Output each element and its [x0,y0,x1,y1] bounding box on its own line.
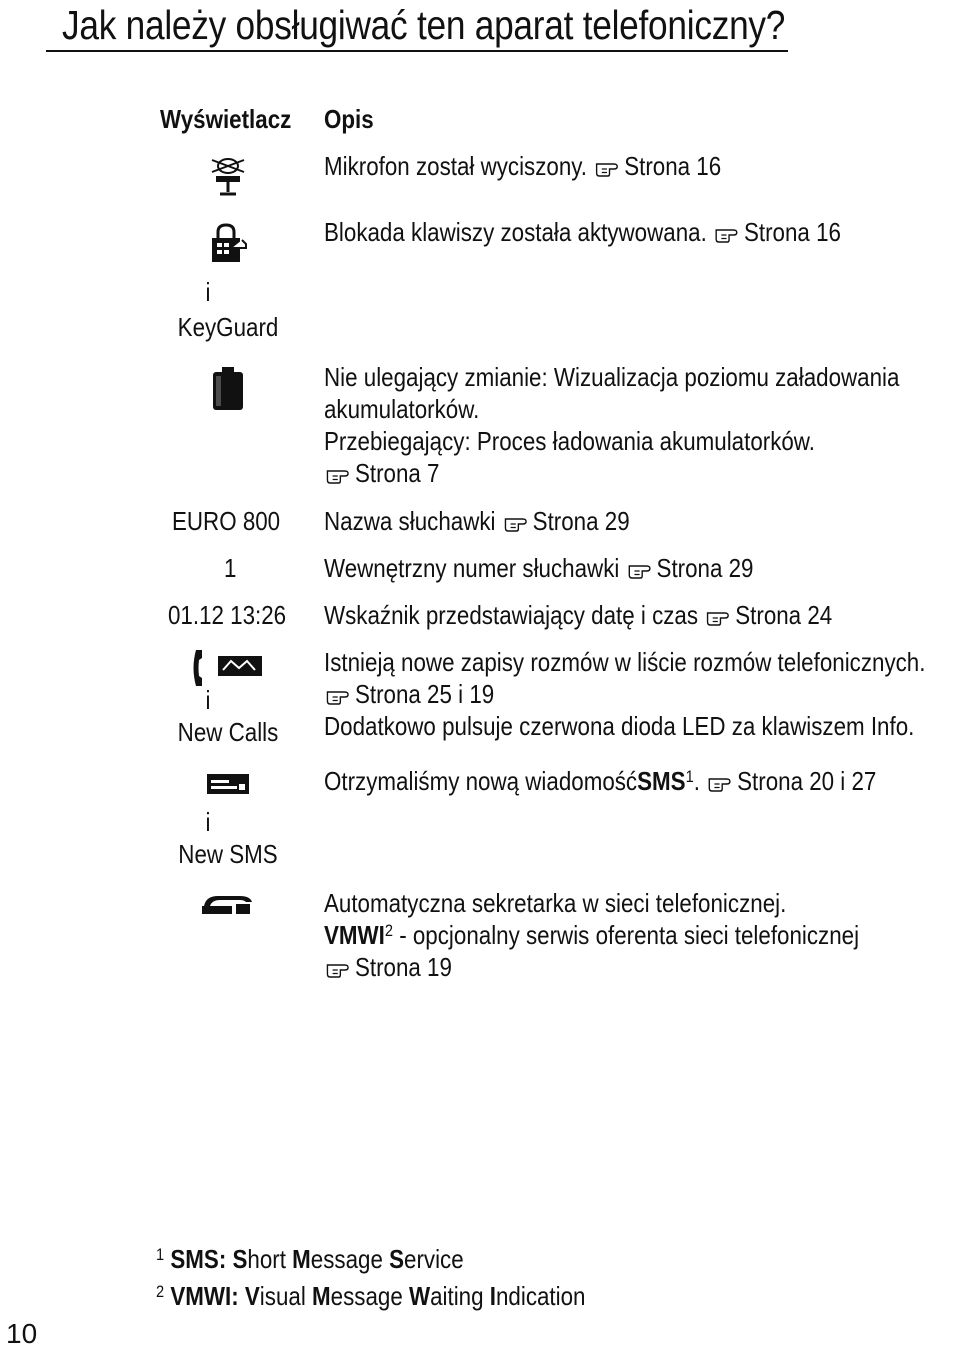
pointing-hand-icon [715,222,741,244]
internal-number-display: 1 [224,553,237,583]
description-text: Otrzymaliśmy nową wiadomość [324,766,638,796]
description-line [324,951,859,983]
description-line [324,599,832,631]
description-text: akumulatorków. [324,394,480,424]
pointing-hand-icon [326,957,352,979]
page-reference-link: Strona 24 [735,600,833,630]
new-sms-connector: i [205,807,211,837]
footnote-bold-text: M [292,1244,311,1274]
pointing-hand-icon [503,511,529,533]
footnote-bold-text: S [389,1244,405,1274]
footnote-2 [156,1280,585,1312]
muted-microphone-icon [208,156,248,200]
footnote-text: isual [259,1281,313,1311]
pointing-hand-icon [708,771,734,793]
row-internal-number-text [324,552,753,584]
description-line [324,457,899,489]
row-voicemail-text [324,887,859,983]
footnote-text: essage [330,1281,409,1311]
description-line [324,393,899,425]
description-bold-text: SMS [637,766,686,796]
description-text: . [693,766,700,796]
description-text: Automatyczna sekretarka w sieci telefonicznej. [324,888,787,918]
footnote-text: ervice [404,1244,464,1274]
page-number: 10 [6,1318,38,1349]
new-calls-connector: i [205,685,211,715]
description-text: Wskaźnik przedstawiający datę i czas [324,600,699,630]
keyguard-connector: i [205,277,211,307]
footnote-marker: 1 [685,767,694,786]
description-text: Blokada klawiszy została aktywowana. [324,217,707,247]
missed-calls-icon [190,648,264,688]
row-handset-name-text [324,505,630,537]
page-reference-link: Strona 29 [532,506,630,536]
footnote-bold-text: M [312,1281,331,1311]
description-line [324,710,925,742]
description-text: Istnieją nowe zapisy rozmów w liście rozmów telefonicznych. [324,647,926,677]
pointing-hand-icon [326,463,352,485]
description-text: Wewnętrzny numer słuchawki [324,553,620,583]
page-title: Jak należy obsługiwać ten aparat telefoniczny? [62,2,786,48]
description-text: Nie ulegający zmianie: Wizualizacja poziomu załadowania [324,362,900,392]
description-line [324,646,925,678]
description-text: Mikrofon został wyciszony. [324,151,588,181]
description-line [324,765,876,797]
footnote-bold-text: SMS: S [170,1244,248,1274]
row-mute-text [324,150,721,182]
description-line [324,216,841,248]
footnote-bold-text: I [489,1281,496,1311]
voicemail-icon [200,892,256,916]
keyguard-label: KeyGuard [177,312,279,342]
description-line [324,678,925,710]
description-text: Dodatkowo pulsuje czerwona dioda LED za klawiszem Info. [324,711,915,741]
row-battery-text [324,361,899,489]
title-underline [46,50,788,52]
description-text: Przebiegający: Proces ładowania akumulatorków. [324,426,815,456]
footnote-text: aiting [430,1281,490,1311]
pointing-hand-icon [595,156,621,178]
pointing-hand-icon [627,558,653,580]
footnote-bold-text: VMWI: V [170,1281,260,1311]
description-line [324,887,859,919]
description-line [324,505,630,537]
page-reference-link: Strona 7 [354,458,440,488]
description-text: - opcjonalny serwis oferenta sieci telefonicznej [393,920,860,950]
sms-envelope-icon [205,772,251,796]
new-calls-label: New Calls [177,717,279,747]
footnote-text: hort [247,1244,293,1274]
row-datetime-text [324,599,832,631]
page-reference-link: Strona 20 i 27 [737,766,877,796]
description-text: Nazwa słuchawki [324,506,496,536]
battery-icon [211,366,245,412]
row-new-sms-text [324,765,876,797]
footnote-1 [156,1243,464,1275]
column-header-display: Wyświetlacz [160,104,292,134]
footnote-bold-text: W [408,1281,431,1311]
datetime-display: 01.12 13:26 [168,600,287,630]
page-reference-link: Strona 16 [624,151,722,181]
footnote-number: 2 [156,1282,165,1301]
footnote-marker: 2 [384,921,394,940]
new-sms-label: New SMS [178,839,278,869]
page-reference-link: Strona 16 [743,217,841,247]
page-reference-link: Strona 29 [656,553,754,583]
handset-name-display: EURO 800 [172,506,281,536]
pointing-hand-icon [326,684,352,706]
description-line [324,919,859,951]
description-line [324,150,721,182]
description-line [324,425,899,457]
keypad-lock-icon [208,222,248,264]
footnote-text: essage [310,1244,390,1274]
page-reference-link: Strona 19 [354,952,452,982]
description-line [324,552,753,584]
row-new-calls-text [324,646,925,742]
footnote-number: 1 [156,1245,165,1264]
footnote-text: ndication [495,1281,586,1311]
row-keyguard-text [324,216,841,248]
description-line [324,361,899,393]
column-header-description: Opis [324,104,374,134]
description-bold-text: VMWI [324,920,385,950]
page-reference-link: Strona 25 i 19 [354,679,495,709]
pointing-hand-icon [706,605,732,627]
